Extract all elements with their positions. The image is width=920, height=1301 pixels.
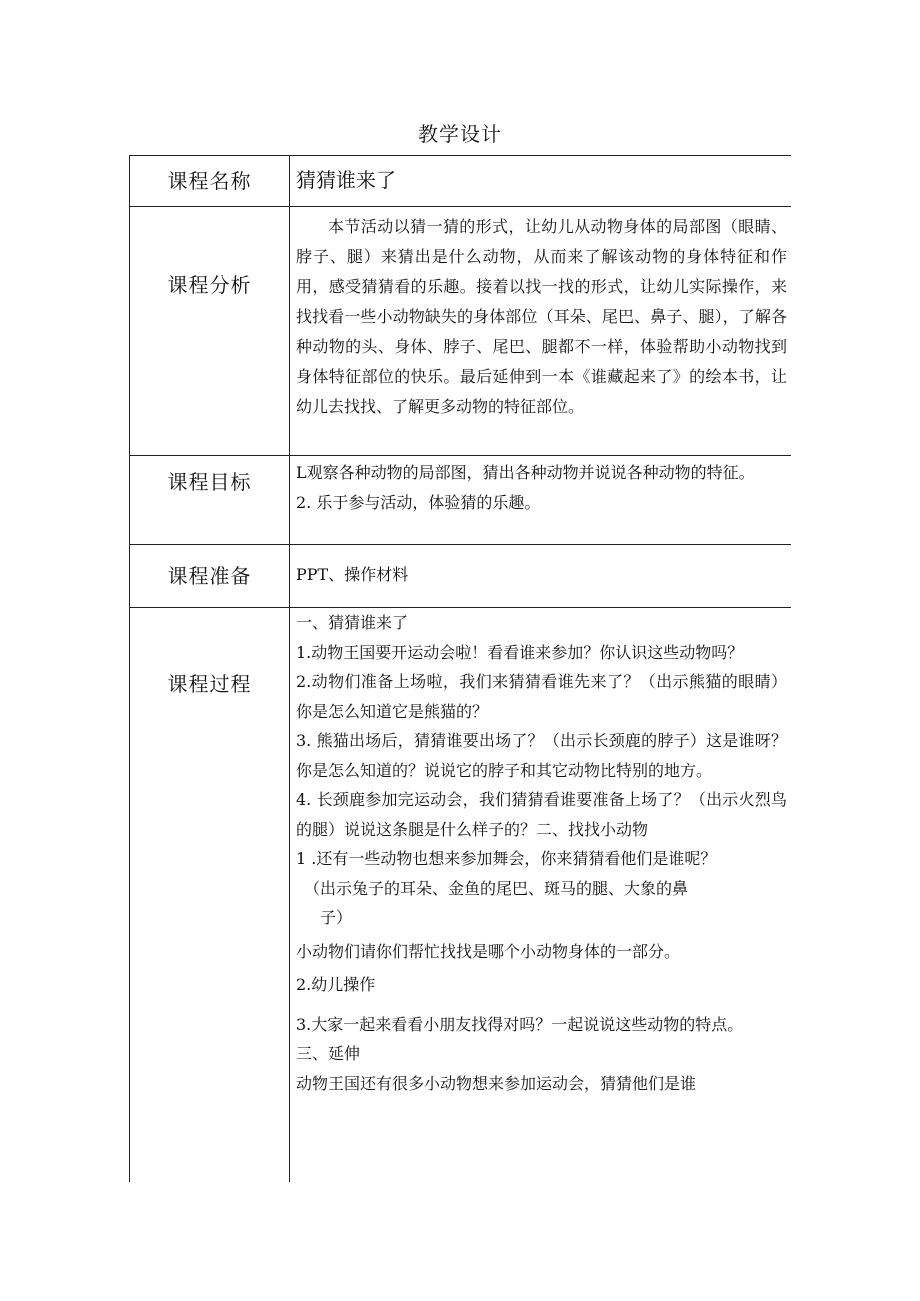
process-line: （出示兔子的耳朵、金鱼的尾巴、斑马的腿、大象的鼻 bbox=[304, 878, 689, 898]
goal-item-1: L观察各种动物的局部图，猜出各种动物并说说各种动物的特征。 bbox=[296, 463, 755, 482]
row-course-process bbox=[130, 608, 792, 1183]
process-line: 2.动物们准备上场啦，我们来猜猜看谁先来了？（出示熊猫的眼睛）你是怎么知道它是熊猫的？ bbox=[296, 672, 787, 721]
row-course-goals bbox=[130, 456, 792, 545]
analysis-paragraph: 本节活动以猜一猜的形式，让幼儿从动物身体的局部图（眼睛、脖子、腿）来猜出是什么动物，从而来了解该动物的身体特征和作用，感受猜猜看的乐趣。接着以找一找的形式，让幼儿实际操作，来找找看一些小动物缺失的身体部位（耳朵、尾巴、鼻子、腿），了解各种动物的头、身体、脖子、尾巴、腿都不一样，体验帮助小动物找到身体特征部位的快乐。最后延伸到一本《谁藏起来了》的绘本书，让幼儿去找找、了解更多动物的特征部位。 bbox=[296, 217, 787, 416]
row-course-name bbox=[130, 156, 792, 207]
document-title: 教学设计 bbox=[418, 122, 502, 146]
process-line: 子） bbox=[320, 908, 353, 927]
label-course-analysis: 课程分析 bbox=[130, 207, 290, 456]
process-line: 一、猜猜谁来了 bbox=[296, 613, 409, 632]
label-course-prep: 课程准备 bbox=[130, 545, 290, 608]
label-course-name: 课程名称 bbox=[130, 156, 290, 207]
value-course-process bbox=[290, 608, 792, 1183]
process-line: 4. 长颈鹿参加完运动会，我们猜猜看谁要准备上场了？（出示火烈鸟的腿）说说这条腿是什么样子的？二、找找小动物 bbox=[296, 790, 787, 839]
process-line: 1.动物王国要开运动会啦！看看谁来参加？你认识这些动物吗？ bbox=[296, 642, 744, 662]
row-course-prep bbox=[130, 545, 792, 608]
value-course-analysis bbox=[290, 207, 792, 456]
process-line: 三、延伸 bbox=[296, 1044, 361, 1063]
process-line: 3.大家一起来看看小朋友找得对吗？一起说说这些动物的特点。 bbox=[296, 1014, 744, 1034]
process-line: 1 .还有一些动物也想来参加舞会，你来猜猜看他们是谁呢？ bbox=[296, 849, 717, 868]
goal-item-2: 2. 乐于参与活动，体验猜的乐趣。 bbox=[296, 493, 541, 512]
value-course-name: 猜猜谁来了 bbox=[290, 156, 792, 207]
value-course-goals bbox=[290, 456, 792, 545]
lesson-plan-table bbox=[129, 155, 791, 1182]
process-line: 3. 熊猫出场后，猜猜谁要出场了？（出示长颈鹿的脖子）这是谁呀？你是怎么知道的？说说它的脖子和其它动物比特别的地方。 bbox=[296, 731, 787, 780]
label-course-process: 课程过程 bbox=[130, 608, 290, 1183]
process-line: 小动物们请你们帮忙找找是哪个小动物身体的一部分。 bbox=[296, 941, 681, 961]
process-line: 动物王国还有很多小动物想来参加运动会，猜猜他们是谁 bbox=[296, 1073, 697, 1093]
label-course-goals: 课程目标 bbox=[130, 456, 290, 545]
row-course-analysis bbox=[130, 207, 792, 456]
process-line: 2.幼儿操作 bbox=[296, 975, 376, 994]
value-course-prep: PPT、操作材料 bbox=[290, 545, 792, 608]
